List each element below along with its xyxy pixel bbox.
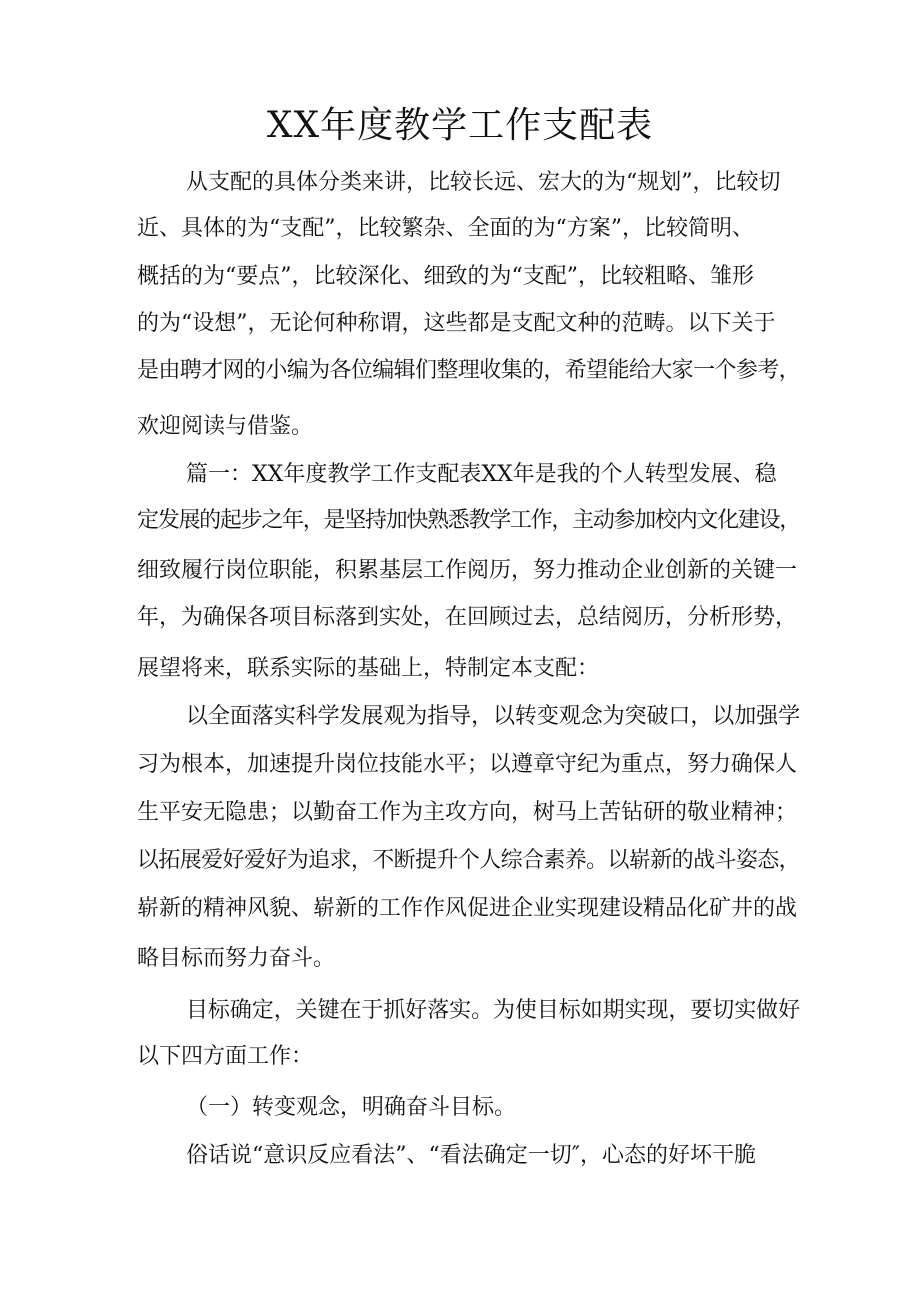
paragraph-line: 篇一：XX年度教学工作支配表XX年是我的个人转型发展、稳 — [186, 462, 777, 487]
paragraph-line: 展望将来，联系实际的基础上，特制定本支配： — [137, 656, 600, 681]
paragraph-line: 以拓展爱好爱好为追求，不断提升个人综合素养。以崭新的战斗姿态， — [137, 848, 801, 873]
paragraph-line: 年，为确保各项目标落到实处，在回顾过去，总结阅历，分析形势， — [137, 605, 798, 630]
paragraph-line: 习为根本，加速提升岗位技能水平；以遵章守纪为重点，努力确保人 — [137, 752, 798, 777]
paragraph-line: 欢迎阅读与借鉴。 — [137, 414, 314, 439]
paragraph-line: 概括的为“要点”，比较深化、细致的为“支配”，比较粗略、雏形 — [137, 264, 754, 289]
section-heading: （一）转变观念，明确奋斗目标。 — [186, 1095, 517, 1120]
paragraph-line: 的为“设想”，无论何种称谓，这些都是支配文种的范畴。以下关于 — [137, 311, 776, 336]
paragraph-line: 俗话说“意识反应看法”、“看法确定一切″，心态的好坏干脆 — [186, 1143, 756, 1168]
paragraph-line: 近、具体的为“支配”，比较繁杂、全面的为“方案”，比较简明、 — [137, 216, 754, 241]
paragraph-line: 以全面落实科学发展观为指导，以转变观念为突破口，以加强学 — [186, 704, 801, 729]
paragraph-line: 定发展的起步之年，是坚持加快熟悉教学工作，主动参加校内文化建设， — [137, 508, 801, 533]
paragraph-line: 细致履行岗位职能，积累基层工作阅历，努力推动企业创新的关键一 — [137, 558, 798, 583]
paragraph-line: 略目标而努力奋斗。 — [137, 946, 336, 971]
paragraph-line: 以下四方面工作： — [137, 1044, 314, 1069]
paragraph-line: 从支配的具体分类来讲，比较长远、宏大的为“规划”，比较切 — [186, 170, 781, 195]
paragraph-line: 目标确定，关键在于抓好落实。为使目标如期实现，要切实做好 — [186, 998, 801, 1023]
paragraph-line: 是由聘才网的小编为各位编辑们整理收集的，希望能给大家一个参考， — [137, 358, 801, 383]
paragraph-line: 崭新的精神风貌、崭新的工作作风促进企业实现建设精品化矿井的战 — [137, 896, 798, 921]
document-title: XX年度教学工作支配表 — [266, 105, 654, 146]
paragraph-line: 生平安无隐患；以勤奋工作为主攻方向，树马上苦钻研的敬业精神； — [137, 800, 798, 825]
